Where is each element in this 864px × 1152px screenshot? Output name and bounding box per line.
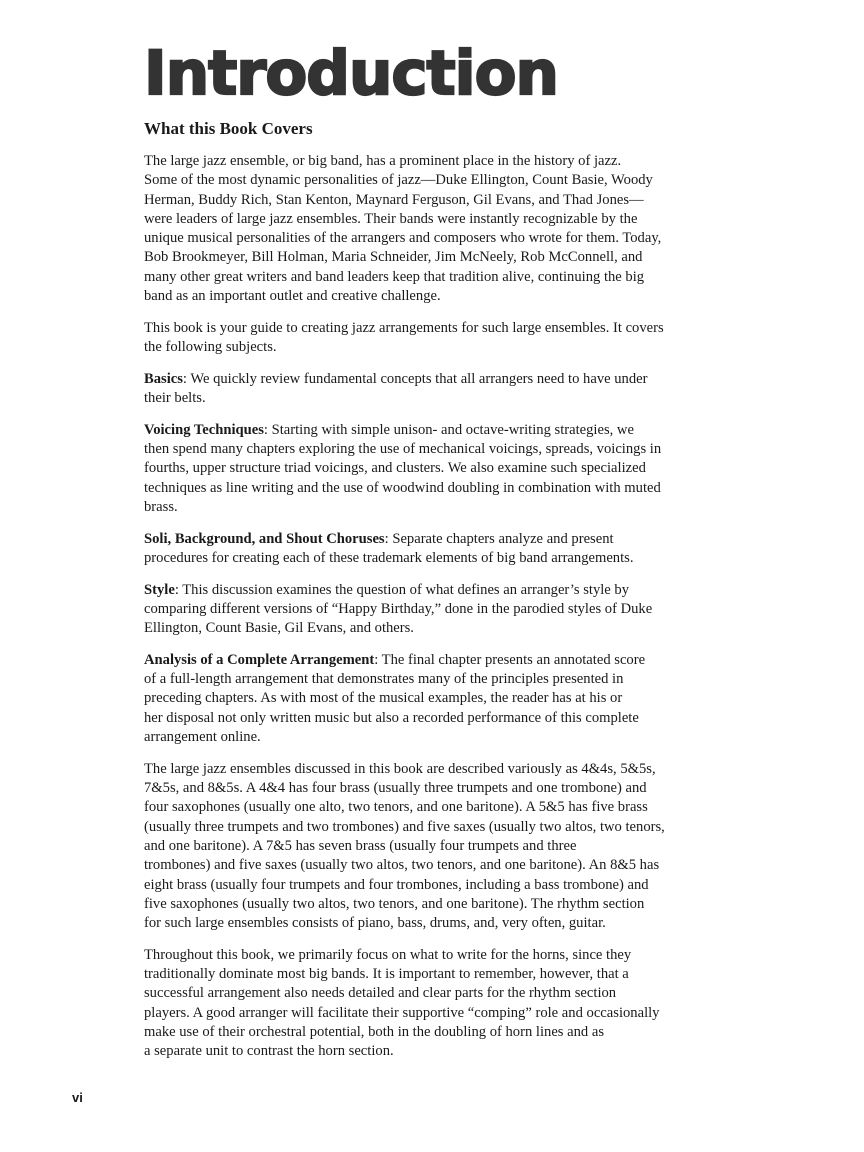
- text-line: four saxophones (usually one alto, two tenors, and one baritone). A 5&5 has five brass: [144, 799, 648, 816]
- paragraph: [144, 530, 724, 569]
- text-line: Style: This discussion examines the question of what defines an arranger’s style by: [144, 581, 630, 598]
- text-line: a separate unit to contrast the horn section.: [144, 1043, 394, 1060]
- text-line: players. A good arranger will facilitate their supportive “comping” role and occasionally: [144, 1004, 660, 1021]
- text-line: preceding chapters. As with most of the musical examples, the reader has at his or: [144, 690, 623, 707]
- paragraph: [144, 946, 724, 1062]
- text-line: This book is your guide to creating jazz arrangements for such large ensembles. It covers: [144, 319, 664, 336]
- page-number: vi: [72, 1090, 83, 1105]
- term-label: Voicing Techniques: [144, 421, 264, 438]
- text-line: eight brass (usually four trumpets and four trombones, including a bass trombone) and: [144, 876, 649, 893]
- paragraph: [144, 581, 724, 639]
- text-line: for such large ensembles consists of piano, bass, drums, and, very often, guitar.: [144, 915, 606, 932]
- text-line: unique musical personalities of the arrangers and composers who wrote for them. Today,: [144, 230, 662, 247]
- text-line: comparing different versions of “Happy Birthday,” done in the parodied styles of Duke: [144, 600, 653, 617]
- paragraph: [144, 760, 724, 934]
- text-line: trombones) and five saxes (usually two altos, two tenors, and one baritone). An 8&5 has: [144, 857, 660, 874]
- text-line: Throughout this book, we primarily focus on what to write for the horns, since they: [144, 946, 632, 963]
- term-label: Style: [144, 581, 175, 598]
- text-line: brass.: [144, 498, 178, 515]
- text-line: techniques as line writing and the use of woodwind doubling in combination with muted: [144, 479, 661, 496]
- text-line: five saxophones (usually two altos, two tenors, and one baritone). The rhythm section: [144, 895, 645, 912]
- text-line: her disposal not only written music but also a recorded performance of this complete: [144, 709, 639, 726]
- text-line: band as an important outlet and creative challenge.: [144, 288, 441, 305]
- text-line: 7&5s, and 8&5s. A 4&4 has four brass (usually three trumpets and one trombone) and: [144, 780, 647, 797]
- section-heading: What this Book Covers: [144, 119, 313, 138]
- paragraph: [144, 421, 724, 517]
- text-line: arrangement online.: [144, 729, 261, 746]
- term-label: Analysis of a Complete Arrangement: [144, 651, 375, 668]
- text-line: Voicing Techniques: Starting with simple unison- and octave-writing strategies, we: [144, 421, 634, 438]
- text-line: then spend many chapters exploring the use of mechanical voicings, spreads, voicings in: [144, 441, 662, 458]
- text-line: procedures for creating each of these trademark elements of big band arrangements.: [144, 549, 634, 566]
- paragraph: [144, 152, 724, 306]
- text-line: Some of the most dynamic personalities of jazz—Duke Ellington, Count Basie, Woody: [144, 172, 653, 189]
- text-line: of a full-length arrangement that demonstrates many of the principles presented in: [144, 671, 624, 688]
- text-line: traditionally dominate most big bands. It is important to remember, however, that a: [144, 966, 629, 983]
- text-line: their belts.: [144, 390, 206, 407]
- text-line: Bob Brookmeyer, Bill Holman, Maria Schneider, Jim McNeely, Rob McConnell, and: [144, 249, 643, 266]
- text-line: fourths, upper structure triad voicings, and clusters. We also examine such specialized: [144, 460, 646, 477]
- page-title: Introduction: [144, 38, 558, 109]
- term-label: Basics: [144, 370, 183, 387]
- paragraph: [144, 651, 724, 747]
- paragraph: [144, 370, 724, 409]
- text-line: many other great writers and band leaders keep that tradition alive, continuing the big: [144, 268, 645, 285]
- text-line: The large jazz ensembles discussed in this book are described variously as 4&4s, 5&5s,: [144, 760, 656, 777]
- text-line: Ellington, Count Basie, Gil Evans, and others.: [144, 620, 414, 637]
- text-line: were leaders of large jazz ensembles. Their bands were instantly recognizable by the: [144, 210, 638, 227]
- paragraph: [144, 319, 724, 358]
- text-line: Soli, Background, and Shout Choruses: Separate chapters analyze and present: [144, 530, 614, 547]
- text-line: The large jazz ensemble, or big band, has a prominent place in the history of jazz.: [144, 153, 622, 169]
- text-line: successful arrangement also needs detailed and clear parts for the rhythm section: [144, 985, 617, 1002]
- term-label: Soli, Background, and Shout Choruses: [144, 530, 385, 547]
- text-line: (usually three trumpets and two trombones) and five saxes (usually two altos, two tenors,: [144, 818, 665, 835]
- body-text: [144, 152, 724, 1074]
- text-line: and one baritone). A 7&5 has seven brass (usually four trumpets and three: [144, 837, 577, 854]
- text-line: Analysis of a Complete Arrangement: The final chapter presents an annotated score: [144, 651, 646, 668]
- text-line: Basics: We quickly review fundamental concepts that all arrangers need to have under: [144, 370, 648, 387]
- text-line: Herman, Buddy Rich, Stan Kenton, Maynard Ferguson, Gil Evans, and Thad Jones—: [144, 191, 644, 208]
- text-line: the following subjects.: [144, 339, 277, 356]
- text-line: make use of their orchestral potential, both in the doubling of horn lines and as: [144, 1024, 604, 1040]
